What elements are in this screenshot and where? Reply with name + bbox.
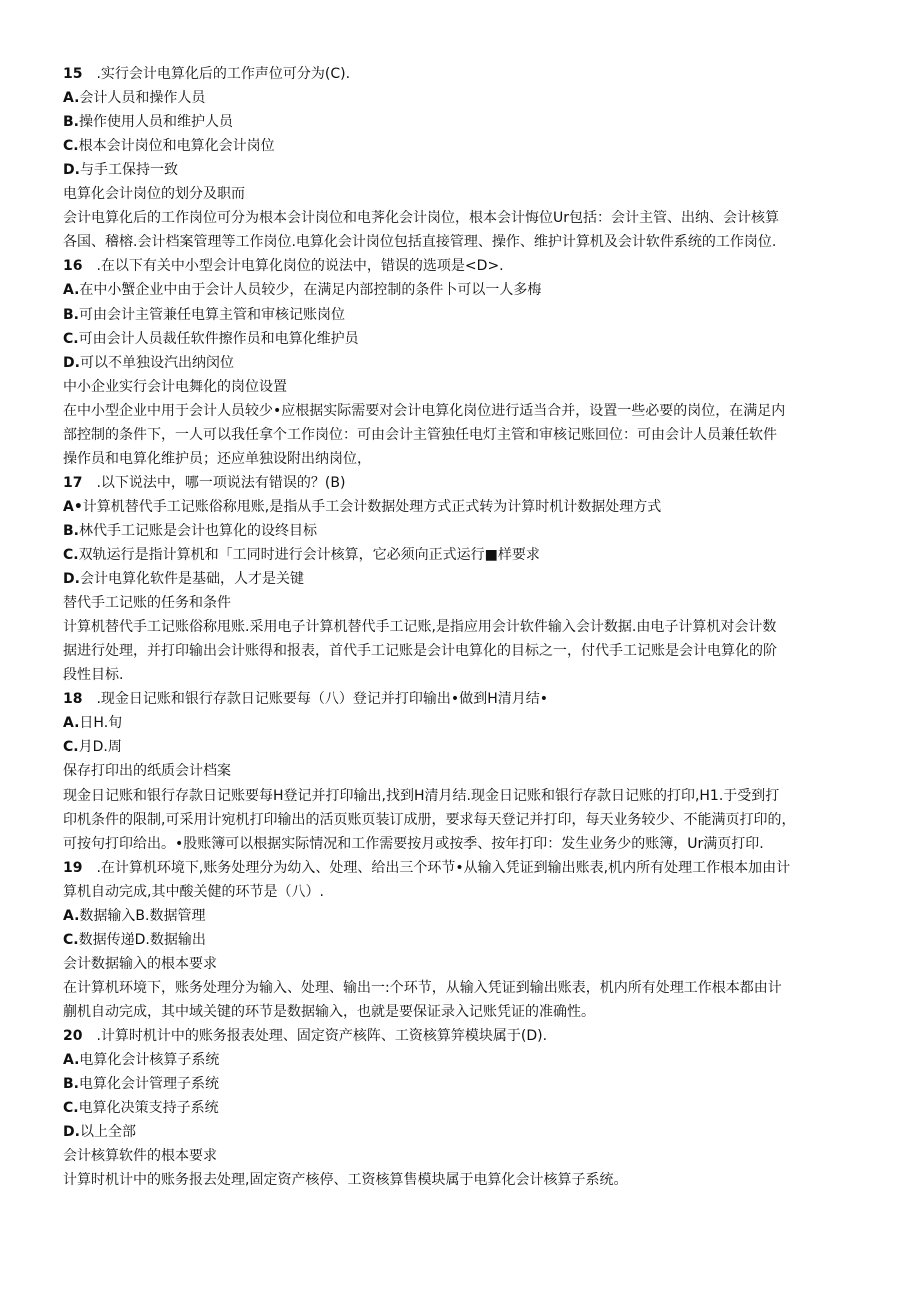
text-line bbox=[63, 447, 863, 471]
text-line bbox=[63, 206, 863, 230]
text-line bbox=[63, 1000, 863, 1024]
option-line bbox=[63, 735, 863, 759]
text-line bbox=[63, 615, 863, 639]
line-text: 可以不单独设汽出纳闵位 bbox=[79, 354, 234, 371]
text-line bbox=[63, 230, 863, 254]
text-line bbox=[63, 880, 863, 904]
text-line bbox=[63, 399, 863, 423]
text-line bbox=[63, 832, 863, 856]
question-line bbox=[63, 254, 863, 278]
option-letter: A. bbox=[63, 282, 80, 299]
line-text: 林代手工记账是会计也算化的设终目标 bbox=[79, 522, 317, 539]
text-line bbox=[63, 182, 863, 206]
option-letter: B. bbox=[63, 1076, 79, 1093]
line-text: 操作使用人员和维护人员 bbox=[79, 114, 233, 131]
question-number: 19 bbox=[63, 859, 83, 876]
line-text: 与手工保持一致 bbox=[79, 162, 178, 179]
option-line bbox=[63, 495, 863, 519]
line-text: 会计数据输入的根本要求 bbox=[63, 955, 217, 972]
question-line bbox=[63, 62, 863, 86]
option-letter: C. bbox=[63, 1100, 79, 1117]
line-text: 根本会计岗位和电算化会计岗位 bbox=[78, 138, 275, 155]
question-number: 18 bbox=[63, 691, 83, 708]
question-line bbox=[63, 856, 863, 880]
line-text: 电算化会计管理子系统 bbox=[79, 1076, 219, 1093]
line-text: 现金日记账和银行存款日记账要每H登记并打印输出,找到H清月结.现金日记账和银行存款日记账的打印,H1.于受到打 bbox=[63, 787, 780, 804]
line-text: 部控制的条件下，一人可以我任拿个工作岗位：可由会计主管独任电灯主管和审核记账回位：可由会计人员兼任软件 bbox=[63, 426, 777, 443]
option-line bbox=[63, 134, 863, 158]
line-text: 会计电算化软件是基础，人才是关键 bbox=[79, 571, 304, 588]
text-line bbox=[63, 423, 863, 447]
line-text: 计算机替代手工记账俗称甩账,是指从手工会计数据处理方式正式转为计算时机计数据处理方式 bbox=[82, 498, 662, 515]
line-text: .在计算机环境下,账务处理分为幼入、处理、给出三个环节•从输入凭证到输出账表,机内所有处理工作根本加由计 bbox=[96, 859, 791, 876]
option-line bbox=[63, 519, 863, 543]
option-line bbox=[63, 158, 863, 182]
line-text: 在中小蟹企业中由于会计人员较少，在满足内部控制的条件卜可以一人多梅 bbox=[79, 282, 542, 299]
option-line bbox=[63, 327, 863, 351]
line-text: .以下说法中，哪一项说法有错误的？(B) bbox=[96, 474, 346, 491]
option-line bbox=[63, 904, 863, 928]
option-line bbox=[63, 1048, 863, 1072]
line-text: 会计电算化后的工作岗位可分为根本会计岗位和电荠化会计岗位，根本会计悔位Ur包括：会计主管、出纳、会计核算 bbox=[63, 210, 779, 227]
text-line bbox=[63, 784, 863, 808]
text-line bbox=[63, 1144, 863, 1168]
line-text: 计算时机计中的账务报去处理,固定资产核停、工资核算售模块属于电算化会计核算子系统。 bbox=[63, 1172, 628, 1189]
line-text: 在中小型企业中用于会计人员较少•应根据实际需要对会计电算化岗位进行适当合并，设置一些必要的岗位，在满足内 bbox=[63, 402, 786, 419]
question-number: 16 bbox=[63, 258, 83, 275]
line-text: 印机条件的限制,可采用计宛机打印输出的活页账页装订成册，要求每天登记并打印，每天业务较少、不能满页打印的， bbox=[63, 811, 796, 828]
option-line bbox=[63, 1072, 863, 1096]
option-letter: A. bbox=[63, 1052, 80, 1069]
line-text: 替代手工记账的任务和条件 bbox=[63, 595, 231, 612]
option-letter: C. bbox=[63, 739, 79, 756]
option-line bbox=[63, 86, 863, 110]
option-line bbox=[63, 567, 863, 591]
text-line bbox=[63, 759, 863, 783]
question-number: 20 bbox=[63, 1028, 83, 1044]
line-text: 算机自动完成,其中酸关健的环节是（八）. bbox=[63, 883, 324, 900]
option-line bbox=[63, 1120, 863, 1144]
line-text: 操作员和电算化维护员；还应单独设附出纳岗位， bbox=[63, 450, 371, 467]
line-text: 各国、稽榕.会计档案管理等工作岗位.电算化会计岗位包括直接管理、操作、维护计算机及会计软件系统的工作岗位. bbox=[63, 234, 777, 251]
line-text: 计算机替代手工记账俗称甩账.采用电子计算机替代手工记账,是指应用会计软件输入会计数据.由电子计算机对会计数 bbox=[63, 619, 777, 636]
option-line bbox=[63, 1096, 863, 1120]
question-line bbox=[63, 1024, 863, 1048]
option-letter: A. bbox=[63, 907, 80, 924]
option-letter: D. bbox=[63, 162, 80, 179]
option-letter: A• bbox=[63, 498, 83, 515]
option-line bbox=[63, 278, 863, 302]
option-letter: D. bbox=[63, 1124, 80, 1141]
line-text: 据进行处理，并打印输出会计账得和报表，首代手工记账是会计电算化的目标之一，付代手工记账是会计电算化的阶 bbox=[63, 643, 777, 660]
line-text: 月D.周 bbox=[78, 739, 122, 756]
option-letter: C. bbox=[63, 138, 79, 155]
option-line bbox=[63, 351, 863, 375]
option-letter: C. bbox=[63, 330, 79, 347]
line-text: 段性目标. bbox=[63, 667, 124, 684]
option-line bbox=[63, 928, 863, 952]
line-text: .在以下有关中小型会计电算化岗位的说法中，错误的选项是<D>. bbox=[96, 258, 504, 275]
option-letter: D. bbox=[63, 571, 80, 588]
line-text: 数据输入B.数据管理 bbox=[79, 907, 206, 924]
option-line bbox=[63, 711, 863, 735]
line-text: 中小企业实行会计电舞化的岗位设置 bbox=[63, 378, 287, 395]
line-text: 会计核算软件的根本要求 bbox=[63, 1148, 217, 1165]
line-text: 可按句打印给出。•股账簿可以根据实际情况和工作需要按月或按季、按年打印：发生业务少的账簿，Ur满页打印. bbox=[63, 835, 764, 852]
question-number: 15 bbox=[63, 66, 83, 82]
line-text: .计算时机计中的账务报表处理、固定资产核阵、工资核算笄模块属于(D). bbox=[96, 1028, 548, 1044]
line-text: 数据传递D.数据输出 bbox=[78, 931, 206, 948]
line-text: 会计人员和操作人员 bbox=[79, 90, 206, 107]
line-text: 可由会计人员裁任软件擦作员和电算化维护员 bbox=[78, 330, 359, 347]
option-letter: D. bbox=[63, 354, 80, 371]
text-line bbox=[63, 663, 863, 687]
text-line bbox=[63, 591, 863, 615]
line-text: 蒯机自动完成，其中域关键的环节是数据输入，也就是要保证录入记账凭证的准确性。 bbox=[63, 1003, 595, 1020]
option-letter: C. bbox=[63, 931, 79, 948]
option-line bbox=[63, 543, 863, 567]
option-letter: B. bbox=[63, 522, 79, 539]
text-line bbox=[63, 976, 863, 1000]
line-text: 保存打印出的纸质会计档案 bbox=[63, 763, 231, 780]
line-text: .实行会计电算化后的工作声位可分为(C). bbox=[96, 66, 351, 82]
question-line bbox=[63, 471, 863, 495]
line-text: 电算化决策支持子系统 bbox=[78, 1100, 219, 1117]
line-text: 电算化会计岗位的划分及职而 bbox=[63, 186, 245, 203]
line-text: 日H.旬 bbox=[79, 715, 123, 732]
line-text: 可由会计主管兼任电算主管和审核记账岗位 bbox=[79, 306, 345, 323]
text-line bbox=[63, 952, 863, 976]
question-line bbox=[63, 687, 863, 711]
line-text: .现金日记账和银行存款日记账要每（八）登记并打印输出•做到H清月结• bbox=[96, 691, 548, 708]
option-letter: C. bbox=[63, 547, 79, 563]
option-letter: B. bbox=[63, 114, 79, 131]
text-line bbox=[63, 1168, 863, 1192]
option-line bbox=[63, 303, 863, 327]
line-text: 电算化会计核算子系统 bbox=[79, 1052, 220, 1069]
option-letter: A. bbox=[63, 90, 80, 107]
option-line bbox=[63, 110, 863, 134]
line-text: 在计算机环境下，账务处理分为输入、处理、输出一:个环节，从输入凭证到输出账表，机内所有处理工作根本都由计 bbox=[63, 979, 782, 996]
text-line bbox=[63, 375, 863, 399]
option-letter: B. bbox=[63, 306, 79, 323]
line-text: 双轨运行是指计算机和「工同时进行会计核算，它必须向正式运行■样要求 bbox=[78, 547, 540, 563]
line-text: 以上全部 bbox=[79, 1124, 136, 1141]
option-letter: A. bbox=[63, 715, 80, 732]
text-line bbox=[63, 808, 863, 832]
question-number: 17 bbox=[63, 474, 83, 491]
text-line bbox=[63, 639, 863, 663]
